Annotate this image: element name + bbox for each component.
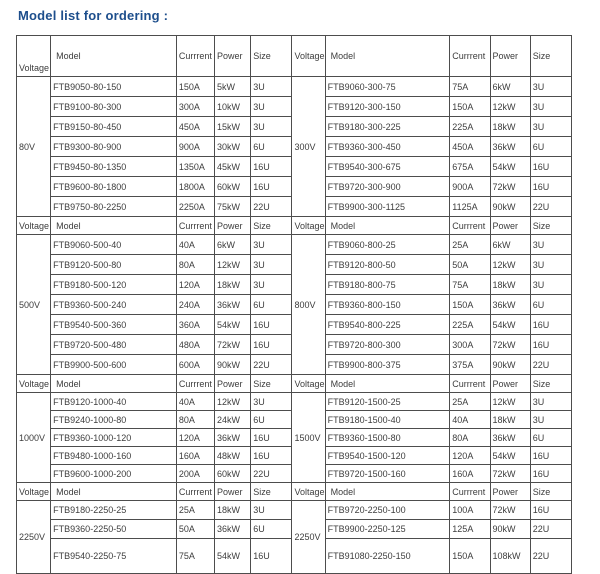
- column-header-model: Model: [325, 375, 450, 393]
- model-cell: FTB9750-80-2250: [51, 197, 177, 217]
- model-cell: FTB9360-2250-50: [51, 520, 177, 539]
- size-cell: 22U: [530, 520, 571, 539]
- column-header-power: Power: [490, 217, 530, 235]
- model-cell: FTB9720-2250-100: [325, 501, 450, 520]
- size-cell: 3U: [251, 275, 292, 295]
- current-cell: 480A: [176, 335, 214, 355]
- size-cell: 3U: [530, 97, 571, 117]
- column-header-voltage: Voltage: [292, 217, 325, 235]
- current-cell: 25A: [450, 235, 490, 255]
- model-cell: FTB9720-500-480: [51, 335, 177, 355]
- current-cell: 900A: [176, 137, 214, 157]
- power-cell: 18kW: [490, 275, 530, 295]
- model-cell: FTB9120-1500-25: [325, 393, 450, 411]
- model-list-table: [16, 35, 572, 574]
- current-cell: 25A: [176, 501, 214, 520]
- voltage-group-cell: 2250V: [292, 501, 325, 574]
- size-cell: 16U: [530, 465, 571, 483]
- voltage-group-cell: 80V: [17, 77, 51, 217]
- column-header-model: Model: [325, 217, 450, 235]
- size-cell: 22U: [251, 197, 292, 217]
- current-cell: 1800A: [176, 177, 214, 197]
- power-cell: 90kW: [490, 355, 530, 375]
- model-cell: FTB91080-2250-150: [325, 539, 450, 574]
- power-cell: 12kW: [490, 255, 530, 275]
- power-cell: 36kW: [215, 429, 251, 447]
- model-cell: FTB9540-300-675: [325, 157, 450, 177]
- column-header-voltage: Voltage: [292, 375, 325, 393]
- model-cell: FTB9180-300-225: [325, 117, 450, 137]
- size-cell: 3U: [251, 501, 292, 520]
- size-cell: 6U: [251, 295, 292, 315]
- column-header-size: Size: [251, 217, 292, 235]
- current-cell: 160A: [176, 447, 214, 465]
- column-header-model: Model: [325, 36, 450, 77]
- size-cell: 16U: [251, 315, 292, 335]
- power-cell: 45kW: [215, 157, 251, 177]
- voltage-group-cell: 2250V: [17, 501, 51, 574]
- size-cell: 16U: [530, 335, 571, 355]
- size-cell: 3U: [530, 255, 571, 275]
- model-cell: FTB9600-1000-200: [51, 465, 177, 483]
- model-cell: FTB9360-500-240: [51, 295, 177, 315]
- size-cell: 16U: [251, 177, 292, 197]
- model-cell: FTB9540-800-225: [325, 315, 450, 335]
- size-cell: 16U: [251, 447, 292, 465]
- size-cell: 3U: [530, 393, 571, 411]
- current-cell: 125A: [450, 520, 490, 539]
- current-cell: 300A: [450, 335, 490, 355]
- model-cell: FTB9600-80-1800: [51, 177, 177, 197]
- current-cell: 2250A: [176, 197, 214, 217]
- current-cell: 40A: [450, 411, 490, 429]
- size-cell: 3U: [530, 235, 571, 255]
- size-cell: 3U: [251, 235, 292, 255]
- current-cell: 225A: [450, 117, 490, 137]
- power-cell: 18kW: [215, 275, 251, 295]
- model-cell: FTB9180-1500-40: [325, 411, 450, 429]
- column-header-voltage: Voltage: [17, 36, 51, 77]
- page: [0, 8, 600, 574]
- power-cell: 72kW: [490, 465, 530, 483]
- column-header-size: Size: [530, 217, 571, 235]
- power-cell: 72kW: [490, 177, 530, 197]
- column-header-model: Model: [51, 483, 177, 501]
- column-header-current: Currrent: [450, 483, 490, 501]
- model-cell: FTB9150-80-450: [51, 117, 177, 137]
- model-cell: FTB9540-500-360: [51, 315, 177, 335]
- current-cell: 150A: [450, 295, 490, 315]
- table-row: [17, 393, 572, 411]
- model-cell: FTB9120-800-50: [325, 255, 450, 275]
- model-cell: FTB9050-80-150: [51, 77, 177, 97]
- power-cell: 6kW: [490, 235, 530, 255]
- column-header-power: Power: [490, 483, 530, 501]
- column-header-model: Model: [51, 217, 177, 235]
- model-cell: FTB9900-2250-125: [325, 520, 450, 539]
- power-cell: 30kW: [215, 137, 251, 157]
- size-cell: 16U: [530, 157, 571, 177]
- power-cell: 54kW: [490, 315, 530, 335]
- model-cell: FTB9240-1000-80: [51, 411, 177, 429]
- size-cell: 16U: [530, 447, 571, 465]
- power-cell: 6kW: [490, 77, 530, 97]
- size-cell: 6U: [530, 295, 571, 315]
- size-cell: 16U: [251, 157, 292, 177]
- current-cell: 900A: [450, 177, 490, 197]
- power-cell: 54kW: [215, 315, 251, 335]
- column-header-size: Size: [530, 483, 571, 501]
- power-cell: 48kW: [215, 447, 251, 465]
- size-cell: 16U: [251, 335, 292, 355]
- size-cell: 6U: [251, 137, 292, 157]
- model-cell: FTB9360-1000-120: [51, 429, 177, 447]
- current-cell: 75A: [176, 539, 214, 574]
- current-cell: 150A: [450, 539, 490, 574]
- model-cell: FTB9480-1000-160: [51, 447, 177, 465]
- current-cell: 375A: [450, 355, 490, 375]
- column-header-current: Currrent: [176, 36, 214, 77]
- current-cell: 150A: [176, 77, 214, 97]
- size-cell: 6U: [530, 429, 571, 447]
- current-cell: 120A: [176, 275, 214, 295]
- column-header-size: Size: [530, 36, 571, 77]
- power-cell: 36kW: [490, 295, 530, 315]
- power-cell: 18kW: [215, 501, 251, 520]
- size-cell: 16U: [530, 501, 571, 520]
- current-cell: 40A: [176, 393, 214, 411]
- column-header-current: Currrent: [450, 375, 490, 393]
- column-header-current: Currrent: [176, 483, 214, 501]
- model-cell: FTB9360-800-150: [325, 295, 450, 315]
- power-cell: 15kW: [215, 117, 251, 137]
- voltage-group-cell: 1000V: [17, 393, 51, 483]
- model-cell: FTB9900-800-375: [325, 355, 450, 375]
- power-cell: 36kW: [215, 520, 251, 539]
- voltage-group-cell: 1500V: [292, 393, 325, 483]
- power-cell: 12kW: [215, 255, 251, 275]
- power-cell: 54kW: [490, 157, 530, 177]
- model-cell: FTB9360-1500-80: [325, 429, 450, 447]
- column-header-size: Size: [251, 36, 292, 77]
- power-cell: 90kW: [490, 520, 530, 539]
- section-header-row: [17, 483, 572, 501]
- current-cell: 450A: [176, 117, 214, 137]
- column-header-voltage: Voltage: [292, 36, 325, 77]
- column-header-model: Model: [51, 36, 177, 77]
- column-header-current: Currrent: [450, 36, 490, 77]
- size-cell: 3U: [251, 393, 292, 411]
- column-header-voltage: Voltage: [292, 483, 325, 501]
- voltage-group-cell: 300V: [292, 77, 325, 217]
- size-cell: 6U: [530, 137, 571, 157]
- model-cell: FTB9900-300-1125: [325, 197, 450, 217]
- model-cell: FTB9120-300-150: [325, 97, 450, 117]
- model-cell: FTB9540-2250-75: [51, 539, 177, 574]
- page-title: Model list for ordering :: [18, 8, 169, 23]
- model-cell: FTB9120-1000-40: [51, 393, 177, 411]
- model-cell: FTB9360-300-450: [325, 137, 450, 157]
- power-cell: 60kW: [215, 177, 251, 197]
- column-header-power: Power: [490, 375, 530, 393]
- section-header-row: [17, 375, 572, 393]
- column-header-voltage: Voltage: [17, 217, 51, 235]
- column-header-size: Size: [530, 375, 571, 393]
- model-cell: FTB9900-500-600: [51, 355, 177, 375]
- model-cell: FTB9300-80-900: [51, 137, 177, 157]
- power-cell: 18kW: [490, 117, 530, 137]
- current-cell: 75A: [450, 275, 490, 295]
- model-table-body: [17, 36, 572, 574]
- power-cell: 18kW: [490, 411, 530, 429]
- power-cell: 10kW: [215, 97, 251, 117]
- power-cell: 75kW: [215, 197, 251, 217]
- power-cell: 108kW: [490, 539, 530, 574]
- current-cell: 675A: [450, 157, 490, 177]
- size-cell: 6U: [251, 411, 292, 429]
- size-cell: 16U: [251, 429, 292, 447]
- column-header-current: Currrent: [176, 375, 214, 393]
- power-cell: 12kW: [215, 393, 251, 411]
- size-cell: 6U: [251, 520, 292, 539]
- current-cell: 80A: [176, 255, 214, 275]
- size-cell: 3U: [530, 275, 571, 295]
- model-cell: FTB9120-500-80: [51, 255, 177, 275]
- power-cell: 36kW: [215, 295, 251, 315]
- power-cell: 12kW: [490, 393, 530, 411]
- current-cell: 40A: [176, 235, 214, 255]
- current-cell: 1125A: [450, 197, 490, 217]
- model-cell: FTB9060-800-25: [325, 235, 450, 255]
- column-header-current: Currrent: [450, 217, 490, 235]
- power-cell: 72kW: [490, 501, 530, 520]
- voltage-group-cell: 500V: [17, 235, 51, 375]
- current-cell: 50A: [450, 255, 490, 275]
- power-cell: 6kW: [215, 235, 251, 255]
- power-cell: 72kW: [215, 335, 251, 355]
- size-cell: 3U: [251, 77, 292, 97]
- size-cell: 3U: [251, 255, 292, 275]
- model-cell: FTB9180-2250-25: [51, 501, 177, 520]
- current-cell: 160A: [450, 465, 490, 483]
- size-cell: 3U: [530, 77, 571, 97]
- size-cell: 3U: [251, 117, 292, 137]
- current-cell: 80A: [176, 411, 214, 429]
- column-header-power: Power: [215, 36, 251, 77]
- current-cell: 200A: [176, 465, 214, 483]
- section-header-row: [17, 217, 572, 235]
- column-header-power: Power: [215, 483, 251, 501]
- size-cell: 3U: [530, 117, 571, 137]
- current-cell: 225A: [450, 315, 490, 335]
- column-header-power: Power: [215, 217, 251, 235]
- size-cell: 22U: [530, 539, 571, 574]
- size-cell: 22U: [251, 355, 292, 375]
- column-header-model: Model: [51, 375, 177, 393]
- size-cell: 22U: [530, 355, 571, 375]
- current-cell: 100A: [450, 501, 490, 520]
- current-cell: 600A: [176, 355, 214, 375]
- current-cell: 150A: [450, 97, 490, 117]
- current-cell: 25A: [450, 393, 490, 411]
- model-cell: FTB9100-80-300: [51, 97, 177, 117]
- section-header-row: [17, 36, 572, 77]
- power-cell: 90kW: [215, 355, 251, 375]
- model-cell: FTB9180-500-120: [51, 275, 177, 295]
- column-header-size: Size: [251, 483, 292, 501]
- column-header-voltage: Voltage: [17, 375, 51, 393]
- current-cell: 240A: [176, 295, 214, 315]
- column-header-model: Model: [325, 483, 450, 501]
- power-cell: 12kW: [490, 97, 530, 117]
- current-cell: 300A: [176, 97, 214, 117]
- model-cell: FTB9060-500-40: [51, 235, 177, 255]
- model-cell: FTB9720-300-900: [325, 177, 450, 197]
- current-cell: 450A: [450, 137, 490, 157]
- current-cell: 75A: [450, 77, 490, 97]
- current-cell: 1350A: [176, 157, 214, 177]
- size-cell: 22U: [530, 197, 571, 217]
- column-header-power: Power: [215, 375, 251, 393]
- current-cell: 360A: [176, 315, 214, 335]
- size-cell: 16U: [251, 539, 292, 574]
- size-cell: 3U: [530, 411, 571, 429]
- model-cell: FTB9060-300-75: [325, 77, 450, 97]
- model-cell: FTB9720-800-300: [325, 335, 450, 355]
- power-cell: 54kW: [490, 447, 530, 465]
- column-header-power: Power: [490, 36, 530, 77]
- current-cell: 80A: [450, 429, 490, 447]
- table-row: [17, 77, 572, 97]
- column-header-current: Currrent: [176, 217, 214, 235]
- size-cell: 16U: [530, 315, 571, 335]
- power-cell: 24kW: [215, 411, 251, 429]
- size-cell: 16U: [530, 177, 571, 197]
- size-cell: 3U: [251, 97, 292, 117]
- current-cell: 120A: [176, 429, 214, 447]
- voltage-group-cell: 800V: [292, 235, 325, 375]
- power-cell: 36kW: [490, 429, 530, 447]
- power-cell: 5kW: [215, 77, 251, 97]
- power-cell: 36kW: [490, 137, 530, 157]
- current-cell: 50A: [176, 520, 214, 539]
- model-cell: FTB9540-1500-120: [325, 447, 450, 465]
- model-cell: FTB9450-80-1350: [51, 157, 177, 177]
- power-cell: 72kW: [490, 335, 530, 355]
- power-cell: 54kW: [215, 539, 251, 574]
- model-cell: FTB9720-1500-160: [325, 465, 450, 483]
- current-cell: 120A: [450, 447, 490, 465]
- model-cell: FTB9180-800-75: [325, 275, 450, 295]
- table-row: [17, 235, 572, 255]
- column-header-size: Size: [251, 375, 292, 393]
- power-cell: 90kW: [490, 197, 530, 217]
- column-header-voltage: Voltage: [17, 483, 51, 501]
- power-cell: 60kW: [215, 465, 251, 483]
- size-cell: 22U: [251, 465, 292, 483]
- table-row: [17, 501, 572, 520]
